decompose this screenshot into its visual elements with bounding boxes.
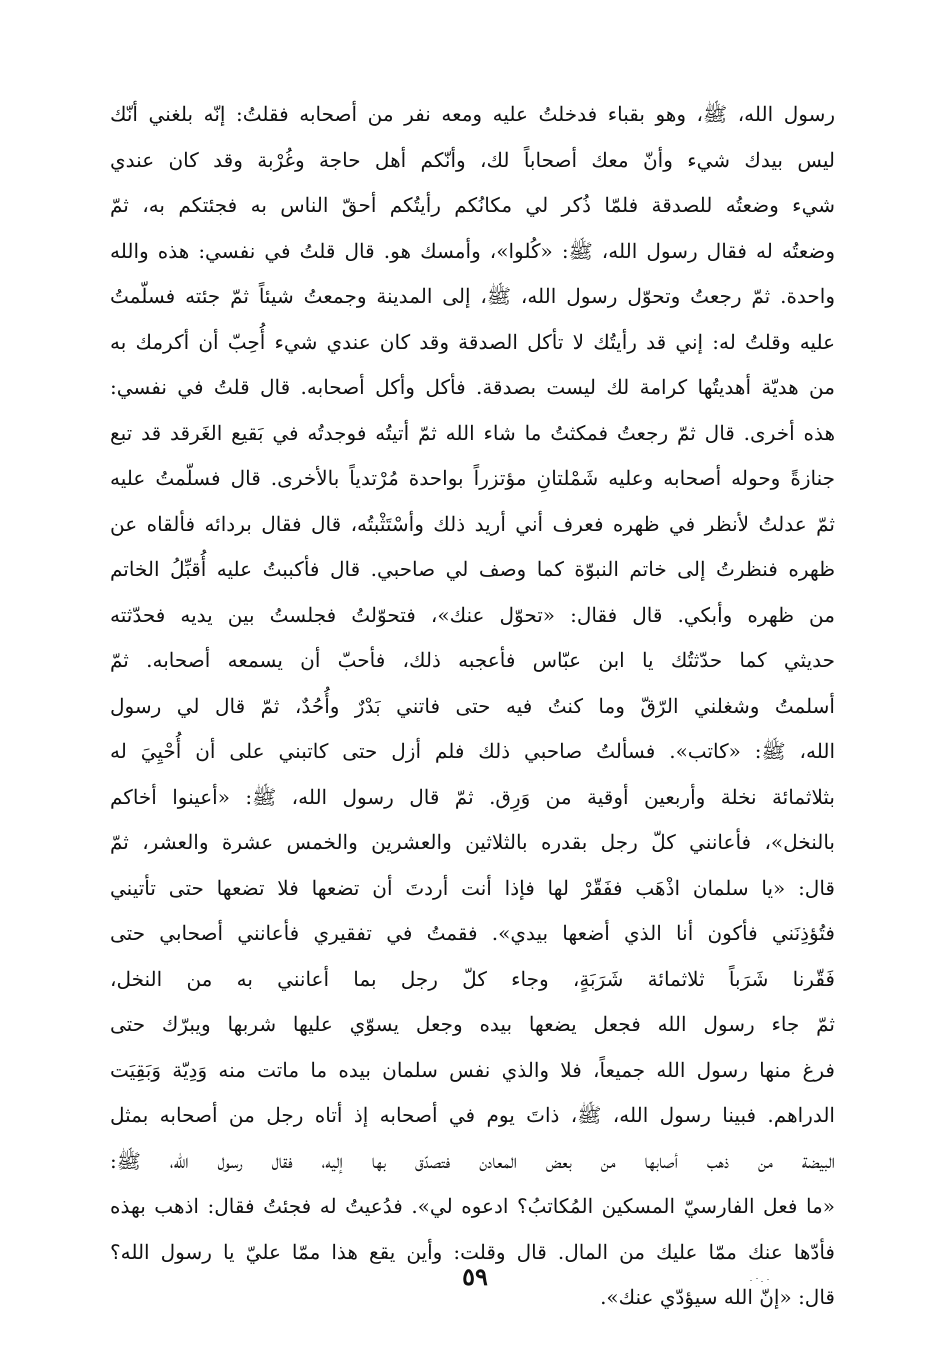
text-line: جنازةً وحوله أصحابه وعليه شَمْلتانِ مؤتزراً بواحدة مُرْتدياً بالأخرى. قال فسلّمتُ عليه	[110, 466, 835, 490]
text-line: بالنخل»، فأعانني كلّ رجل بقدره بالثلاثين والعشرين والخمس عشرة والعشر، ثمّ	[110, 830, 835, 854]
text-line: ليس بيدك شيء وأنّ معك أصحاباً لك، وأنّكم أهل حاجة وغُرْبة وقد كان عندي	[110, 147, 835, 172]
text-line: شيء وضعتُه للصدقة فلمّا ذُكر لي مكانُكم رأيتُكم أحقّ الناس به فجئتكم به، ثمّ	[110, 193, 835, 217]
text-line: فأدّها عنك ممّا عليك من المال. قال وقلت: وأين يقع هذا ممّا عليّ يا رسول الله؟	[110, 1239, 835, 1264]
text-line: من هديّة أهديتُها كرامة لك ليست بصدقة. فأكل وأكل أصحابه. قال قلتُ في نفسي:	[110, 375, 835, 399]
text-line: الدراهم. فبينا رسول الله، ﷺ، ذاتَ يوم في أصحابه إذ أتاه رجل من أصحابه بمثل	[110, 1103, 835, 1127]
text-line: هذه أخرى. قال ثمّ رجعتُ فمكثتُ ما شاء الله ثمّ أتيتُه فوجدتُه في بَقيع الغَرقد قد تبع	[110, 420, 835, 445]
text-line: الله، ﷺ: «كاتب». فسألتُ صاحبي ذلك فلم أزل حتى كاتبني على أن أُحْيِيَ له	[110, 739, 835, 763]
text-line: عليه وقلتُ له: إني قد رأيتُك لا تأكل الصدقة وقد كان عندي شيء أُحِبّ أن أكرمك به	[110, 329, 835, 354]
text-line: وضعتُه له فقال رسول الله، ﷺ: «كُلوا»، وأمسك هو. قال قلتُ في نفسي: هذه والله	[110, 238, 835, 263]
text-line: حديثي كما حدّثتُك يا ابن عبّاس فأعجبه ذلك، فأحبّ أن يسمعه أصحابه. ثمّ	[110, 648, 835, 672]
page-number: ٥٩	[462, 1262, 488, 1291]
text-line: ثمّ جاء رسول الله فجعل يضعها بيده وجعل يسوّي عليها شربها ويبرّك حتى	[110, 1012, 835, 1036]
text-line: فَقّرنا شَرَباً ثلاثمائة شَرَبَةٍ، وجاء كلّ رجل بما أعانني به من النخل،	[110, 966, 835, 991]
text-line: «ما فعل الفارسيّ المسكين المُكاتبُ؟ ادعوه لي». فدُعيتُ له فجئتُ فقال: اذهب بهذه	[110, 1194, 835, 1218]
body-text	[110, 92, 835, 1321]
text-line: فرغ منها رسول الله جميعاً، فلا والذي نفس سلمان بيده ما ماتت منه وَدِيّة وَبَقِيَت	[110, 1057, 835, 1082]
text-line: بثلاثمائة نخلة وأربعين أوقية من وَرِق. ثمّ قال رسول الله، ﷺ: «أعينوا أخاكم	[110, 784, 835, 809]
text-line: ثمّ عدلتُ لأنظر في ظهره فعرف أني أريد ذلك وأسْتَثْبتُه، قال فقال بردائه فألقاه عن	[110, 511, 835, 536]
text-line: قال: «إنّ الله سيؤدّي عنك».	[600, 1285, 835, 1309]
text-line: البيضة من ذهب أصابها من بعض المعادن فتصدّق بها إليه، فقال رسول الله، ﷺ:	[110, 1148, 835, 1173]
text-line: أسلمتُ وشغلني الرّقّ وما كنتُ فيه حتى فاتني بَدْرٌ وأُحُدٌ، ثمّ قال لي رسول	[110, 693, 835, 718]
text-line: رسول الله، ﷺ، وهو بقباء فدخلتُ عليه ومعه نفر من أصحابه فقلتُ: إنّه بلغني أنّك	[110, 102, 835, 126]
text-line: فتُؤذِنَني فأكون أنا الذي أضعها بيدي». فقمتُ في تفقيري فأعانني أصحابي حتى	[110, 921, 835, 945]
text-line: من ظهره وأبكي. قال فقال: «تحوّل عنك»، فتحوّلتُ فجلستُ بين يديه فحدّثته	[110, 602, 835, 627]
text-line: ظهره فنظرتُ إلى خاتم النبوّة كما وصف لي صاحبي. قال فأكببتُ عليه أُقبِّلُ الخاتم	[110, 557, 835, 581]
scan-speck	[748, 1277, 772, 1283]
text-line: قال: «يا سلمان اذْهَب ففَقّرْ لها فإذا أنت أردتَ أن تضعها فلا تضعها حتى تأتيني	[110, 875, 835, 900]
text-line: واحدة. ثمّ رجعتُ وتحوّل رسول الله، ﷺ، إلى المدينة وجمعتُ شيئاً ثمّ جئته فسلّمتُ	[110, 284, 835, 308]
